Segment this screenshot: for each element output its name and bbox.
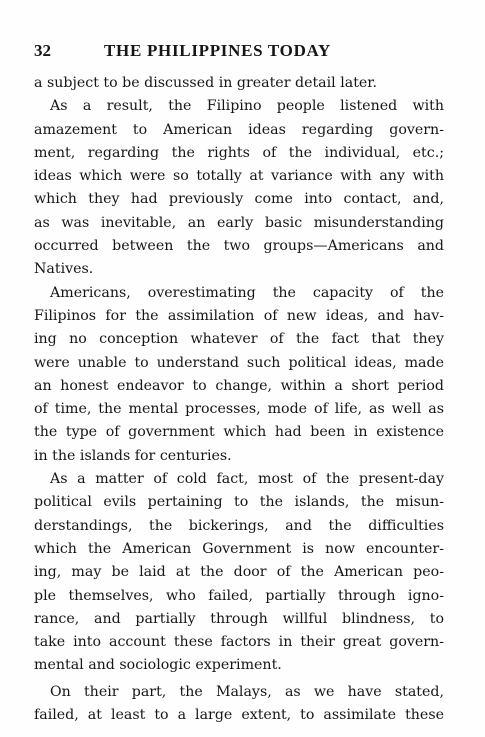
paragraph <box>34 681 444 728</box>
text-line: derstandings, the bickerings, and the difficulties <box>34 517 444 534</box>
body-text <box>34 72 444 727</box>
running-title: THE PHILIPPINES TODAY <box>104 41 331 60</box>
page-number: 32 <box>34 41 51 60</box>
text-line: ment, regarding the rights of the individual, etc.; <box>34 144 444 161</box>
text-line: of time, the mental processes, mode of life, as well as <box>34 401 444 418</box>
text-line: ing no conception whatever of the fact that they <box>34 331 444 348</box>
text-line: which they had previously come into contact, and, <box>34 191 444 208</box>
text-line: occurred between the two groups—Americans and <box>34 238 444 255</box>
text-line: which the American Government is now encounter- <box>34 540 444 557</box>
text-line: mental and sociologic experiment. <box>34 657 282 674</box>
text-line: Natives. <box>34 261 94 278</box>
text-line: On their part, the Malays, as we have stated, <box>50 683 444 700</box>
text-line: amazement to American ideas regarding govern- <box>34 121 444 138</box>
text-line: ple themselves, who failed, partially through igno- <box>34 587 444 604</box>
text-line: As a matter of cold fact, most of the present-day <box>50 471 444 488</box>
paragraph <box>34 95 444 281</box>
text-line: rance, and partially through willful blindness, to <box>34 610 444 627</box>
text-line: the type of government which had been in existence <box>34 424 444 441</box>
text-line: ing, may be laid at the door of the American peo- <box>34 564 444 581</box>
text-line: an honest endeavor to change, within a short period <box>34 377 444 394</box>
text-line: ideas which were so totally at variance with any with <box>34 168 444 185</box>
text-line: political evils pertaining to the islands, the misun- <box>34 494 444 511</box>
text-line: a subject to be discussed in greater detail later. <box>34 75 378 91</box>
paragraph <box>34 468 444 678</box>
text-line: were unable to understand such political ideas, made <box>34 354 444 371</box>
text-line: in the islands for centuries. <box>34 447 232 464</box>
text-line: as was inevitable, an early basic misunderstanding <box>34 214 444 231</box>
text-line: failed, at least to a large extent, to assimilate these <box>34 707 444 724</box>
paragraph <box>34 72 444 95</box>
text-line: take into account these factors in their great govern- <box>34 634 444 651</box>
text-line: As a result, the Filipino people listened with <box>50 98 444 115</box>
text-line: Americans, overestimating the capacity of the <box>50 284 444 301</box>
page-header <box>34 41 454 63</box>
text-line: Filipinos for the assimilation of new ideas, and hav- <box>34 307 444 324</box>
paragraph <box>34 282 444 468</box>
